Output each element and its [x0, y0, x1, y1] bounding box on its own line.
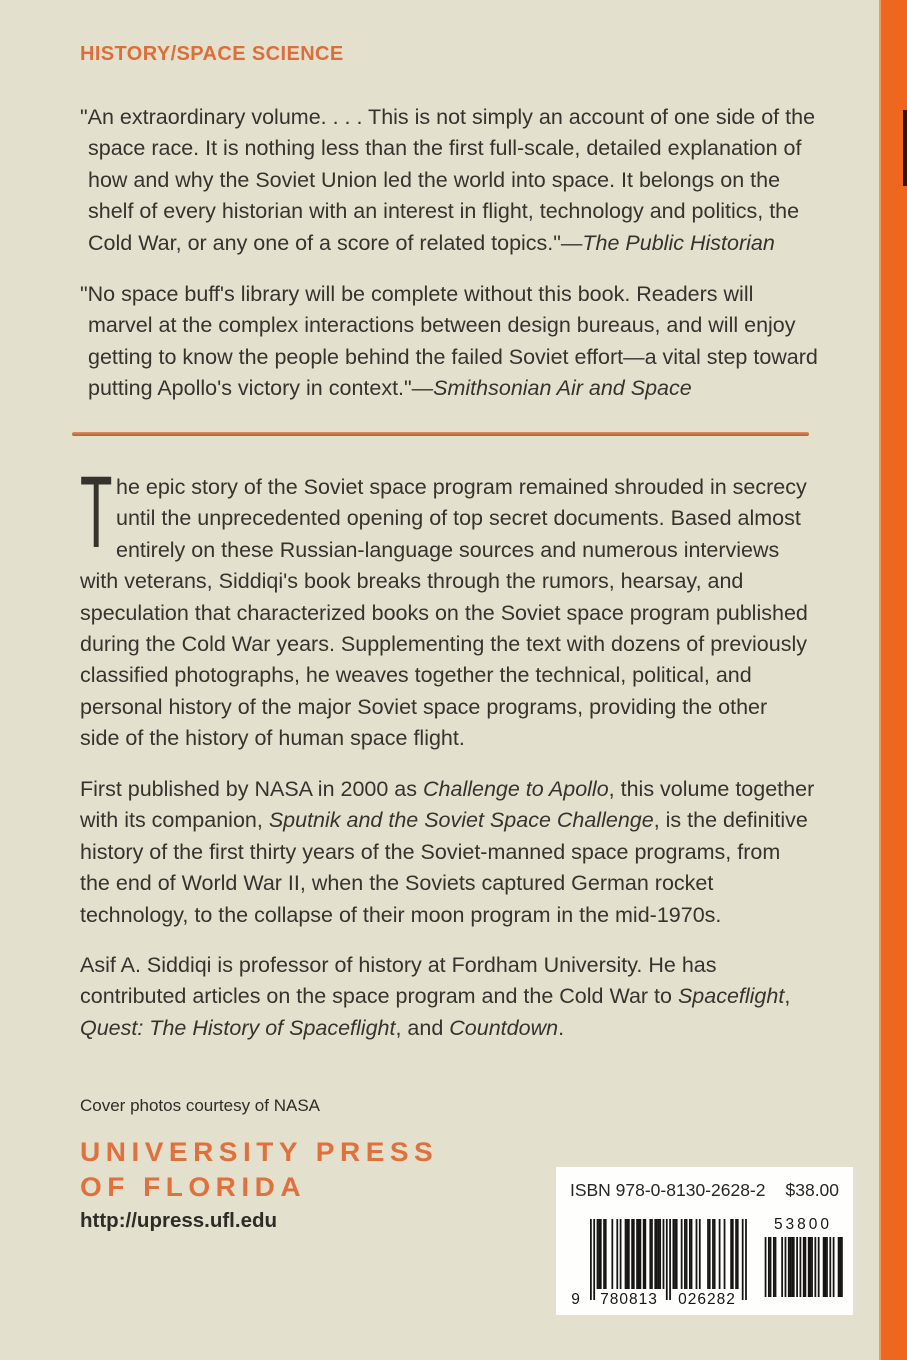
publisher-url: http://upress.ufl.edu: [80, 1209, 278, 1232]
ean5-addon-barcode: [763, 1237, 843, 1297]
cover-photo-credit: Cover photos courtesy of NASA: [80, 1096, 321, 1115]
description-paragraph-1: [80, 455, 812, 755]
publisher-logo-line-1: UNIVERSITY PRESS: [80, 1137, 439, 1167]
section-divider: [72, 432, 809, 436]
isbn-label: ISBN 978-0-8130-2628-2: [569, 1180, 766, 1200]
ean13-barcode: [576, 1219, 756, 1301]
isbn-price-row: [556, 1180, 853, 1201]
description-paragraph-2: First published by NASA in 2000 as Challenge to Apollo, this volume together with its companion, Sputnik and the Soviet Space Challenge, is the definitive history of the first thirty years of the Soviet-manned space programs, from the end of World War II, when the Soviets captured German rocket technology, to the collapse of their moon program in the mid-1970s.: [80, 777, 815, 927]
spine-shadow-mark: [903, 110, 907, 186]
ean13-digit-group-1: 780813: [600, 1291, 658, 1308]
ean13-digit-group-2: 026282: [678, 1291, 736, 1308]
price-label: $38.00: [785, 1180, 840, 1200]
author-bio-paragraph: Asif A. Siddiqi is professor of history at Fordham University. He has contributed articles on the space program and the Cold War to Spaceflight, Quest: The History of Spaceflight, and Countdown.: [80, 953, 791, 1040]
category-header: HISTORY/SPACE SCIENCE: [80, 43, 344, 65]
cover-edge-stripe: [879, 0, 907, 1360]
drop-cap: T: [80, 455, 113, 569]
description-paragraph-1-text: he epic story of the Soviet space program remained shrouded in secrecy until the unprecedented opening of top secret documents. Based almost entirely on these Russian-language sources and numerous interviews with veterans, Siddiqi's book breaks through the rumors, hearsay, and speculation that characterized books on the Soviet space program published during the Cold War years. Supplementing the text with dozens of previously classified photographs, he weaves together the technical, political, and personal history of the major Soviet space programs, providing the other side of the history of human space flight.: [80, 475, 808, 751]
review-quote-public-historian: "An extraordinary volume. . . . This is not simply an account of one side of the space race. It is nothing less than the first full-scale, detailed explanation of how and why the Soviet Union led the world into space. It belongs on the shelf of every historian with an interest in flight, technology and politics, the Cold War, or any one of a score of related topics."—The Public Historian: [80, 105, 816, 255]
barcode-panel: [556, 1167, 853, 1315]
publisher-logo-line-2: OF FLORIDA: [80, 1172, 307, 1202]
addon-price-code: 53800: [773, 1216, 833, 1233]
review-quote-smithsonian: "No space buff's library will be complete without this book. Readers will marvel at the complex interactions between design bureaus, and will enjoy getting to know the people behind the failed Soviet effort—a vital step toward putting Apollo's victory in context."—Smithsonian Air and Space: [80, 282, 818, 401]
ean13-digit-first: 9: [571, 1291, 581, 1308]
